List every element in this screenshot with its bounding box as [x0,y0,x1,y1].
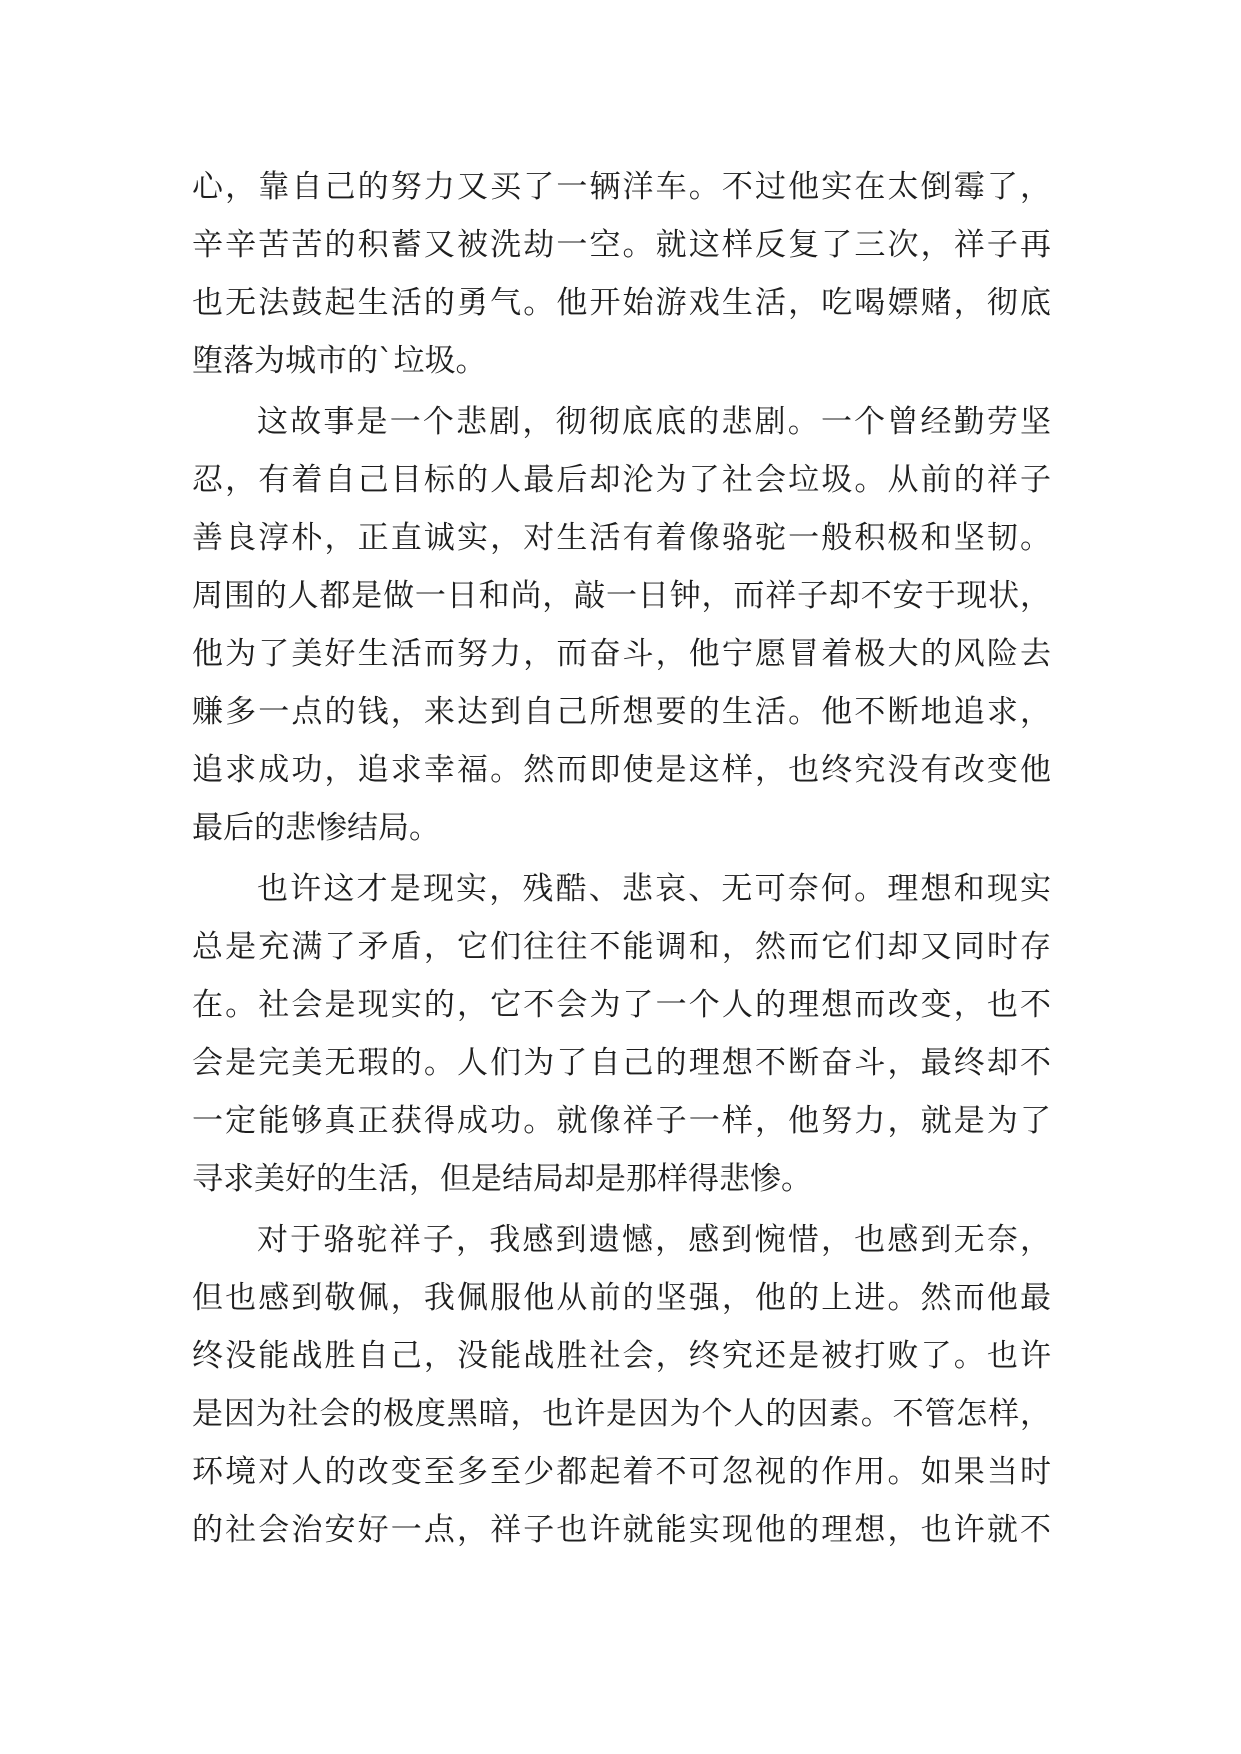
paragraph-line: 也许这才是现实，残酷、悲哀、无可奈何。理想和现实 [257,871,1051,907]
paragraph-line: 忍，有着自己目标的人最后却沦为了社会垃圾。从前的祥子 [192,462,1051,498]
paragraph [192,1211,1051,1559]
paragraph-line: 他为了美好生活而努力，而奋斗，他宁愿冒着极大的风险去 [192,636,1051,672]
paragraph-line: 周围的人都是做一日和尚，敲一日钟，而祥子却不安于现状， [192,578,1051,614]
paragraph-line: 终没能战胜自己，没能战胜社会，终究还是被打败了。也许 [192,1338,1051,1374]
paragraph [192,393,1051,857]
paragraph [192,158,1051,390]
paragraph-line: 总是充满了矛盾，它们往往不能调和，然而它们却又同时存 [192,929,1051,965]
paragraph-line: 在。社会是现实的，它不会为了一个人的理想而改变，也不 [192,987,1051,1023]
paragraph-line: 追求成功，追求幸福。然而即使是这样，也终究没有改变他 [192,752,1051,788]
paragraph-line: 辛辛苦苦的积蓄又被洗劫一空。就这样反复了三次，祥子再 [192,227,1051,263]
paragraph-line: 会是完美无瑕的。人们为了自己的理想不断奋斗，最终却不 [192,1045,1051,1081]
paragraph-line: 心，靠自己的努力又买了一辆洋车。不过他实在太倒霉了， [192,169,1051,205]
paragraph-line: 堕落为城市的`垃圾。 [192,343,487,379]
paragraph-line: 善良淳朴，正直诚实，对生活有着像骆驼一般积极和坚韧。 [192,520,1051,556]
paragraph-line: 赚多一点的钱，来达到自己所想要的生活。他不断地追求， [192,694,1051,730]
paragraph-line: 这故事是一个悲剧，彻彻底底的悲剧。一个曾经勤劳坚 [257,404,1051,440]
paragraph-line: 最后的悲惨结局。 [192,810,440,846]
paragraph-line: 的社会治安好一点，祥子也许就能实现他的理想，也许就不 [192,1512,1051,1548]
paragraph [192,860,1051,1208]
paragraph-line: 一定能够真正获得成功。就像祥子一样，他努力，就是为了 [192,1103,1051,1139]
document-body [192,158,1051,1562]
paragraph-line: 是因为社会的极度黑暗，也许是因为个人的因素。不管怎样， [192,1396,1051,1432]
paragraph-line: 寻求美好的生活，但是结局却是那样得悲惨。 [192,1161,812,1197]
paragraph-line: 但也感到敬佩，我佩服他从前的坚强，他的上进。然而他最 [192,1280,1051,1316]
paragraph-line: 环境对人的改变至多至少都起着不可忽视的作用。如果当时 [192,1454,1051,1490]
paragraph-line: 对于骆驼祥子，我感到遗憾，感到惋惜，也感到无奈， [257,1222,1051,1258]
paragraph-line: 也无法鼓起生活的勇气。他开始游戏生活，吃喝嫖赌，彻底 [192,285,1051,321]
